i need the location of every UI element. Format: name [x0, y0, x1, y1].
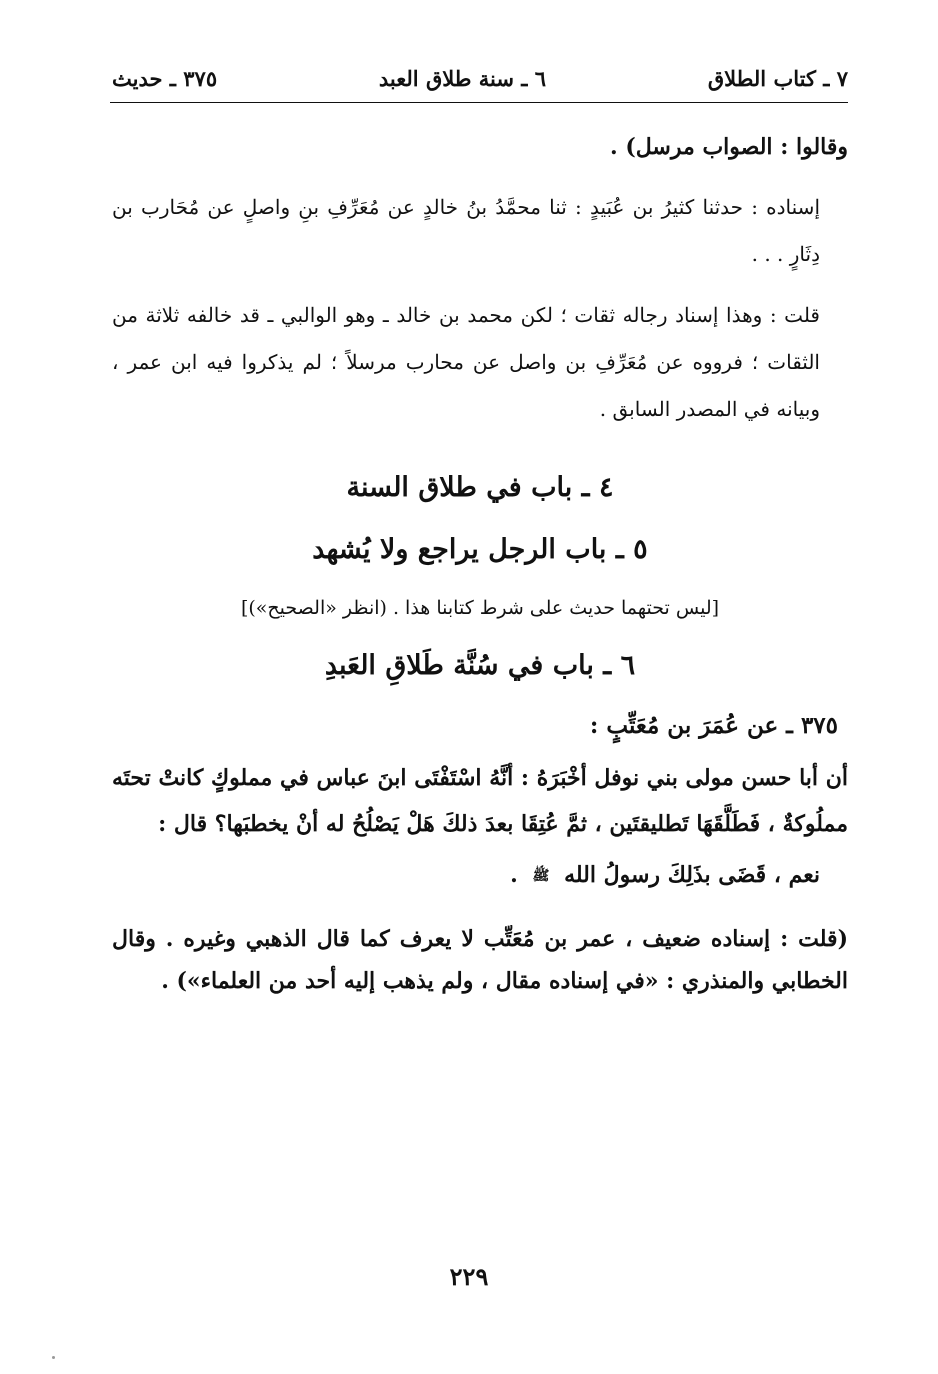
hadith-answer-text: نعم ، قَضَى بذَلِكَ رسولُ الله — [564, 862, 820, 888]
chapter-heading-6: ٦ ـ باب في سُنَّة طَلاقِ العَبدِ — [324, 650, 636, 681]
page-body — [112, 124, 848, 1002]
hadith-text: أن أبا حسن مولى بني نوفل أخْبَرَهُ : أنَّهُ اسْتَفْتَى ابنَ عباس في مملوكٍ كانتْ تحتَه مملُوكةٌ ، فَطَلَّقَهَا تَطليقتَين ، ثمَّ عُتِقَا بعدَ ذلكَ هَلْ يَصْلُحُ له أنْ يخطبَها؟ قال : — [112, 765, 848, 837]
authenticity-comment: (قلت : إسناده ضعيف ، عمر بن مُعَتِّب لا يعرف كما قال الذهبي وغيره . وقال الخطابي والمنذري : «في إسناده مقال ، ولم يذهب إليه أحد من العلماء») . — [112, 926, 848, 994]
salawat-glyph: ﷺ — [532, 868, 550, 884]
chapter-heading-5: ٥ ـ باب الرجل يراجع ولا يُشهد — [312, 534, 648, 565]
hadith-answer — [112, 847, 848, 904]
chapter-heading-4: ٤ ـ باب في طلاق السنة — [346, 472, 614, 503]
paragraph-commentary: قلت : وهذا إسناد رجاله ثقات ؛ لكن محمد بن خالد ـ وهو الوالبي ـ قد خالفه ثلاثة من الثقات ؛ فرووه عن مُعَرِّفِ بن واصل عن محارب مرسلاً ؛ لم يذكروا فيه ابن عمر ، وبيانه في المصدر السابق . — [112, 303, 820, 421]
paragraph-isnad: إسناده : حدثنا كثيرُ بن عُبَيدٍ : ثنا محمَّدُ بنُ خالدٍ عن مُعَرِّفِ بنِ واصلٍ عن مُحَارب بن دِثَارٍ . . . — [112, 195, 820, 266]
running-header — [112, 58, 848, 98]
header-book-title: ٧ ـ كتاب الطلاق — [707, 65, 848, 91]
header-divider — [110, 102, 848, 103]
hadith-answer-end: . — [510, 862, 518, 888]
scan-speck — [52, 1356, 55, 1359]
header-chapter-title: ٦ ـ سنة طلاق العبد — [378, 65, 547, 91]
chapter-note: [ليس تحتهما حديث على شرط كتابنا هذا . (انظر «الصحيح»)] — [240, 597, 720, 619]
header-hadith-ref: ٣٧٥ ـ حديث — [112, 65, 218, 91]
page-number: ٢٢٩ — [449, 1262, 489, 1291]
hadith-number: ٣٧٥ ـ عن عُمَرَ بن مُعَتِّبٍ : — [589, 712, 838, 739]
paragraph-conclusion: وقالوا : الصواب مرسل) . — [610, 134, 848, 160]
